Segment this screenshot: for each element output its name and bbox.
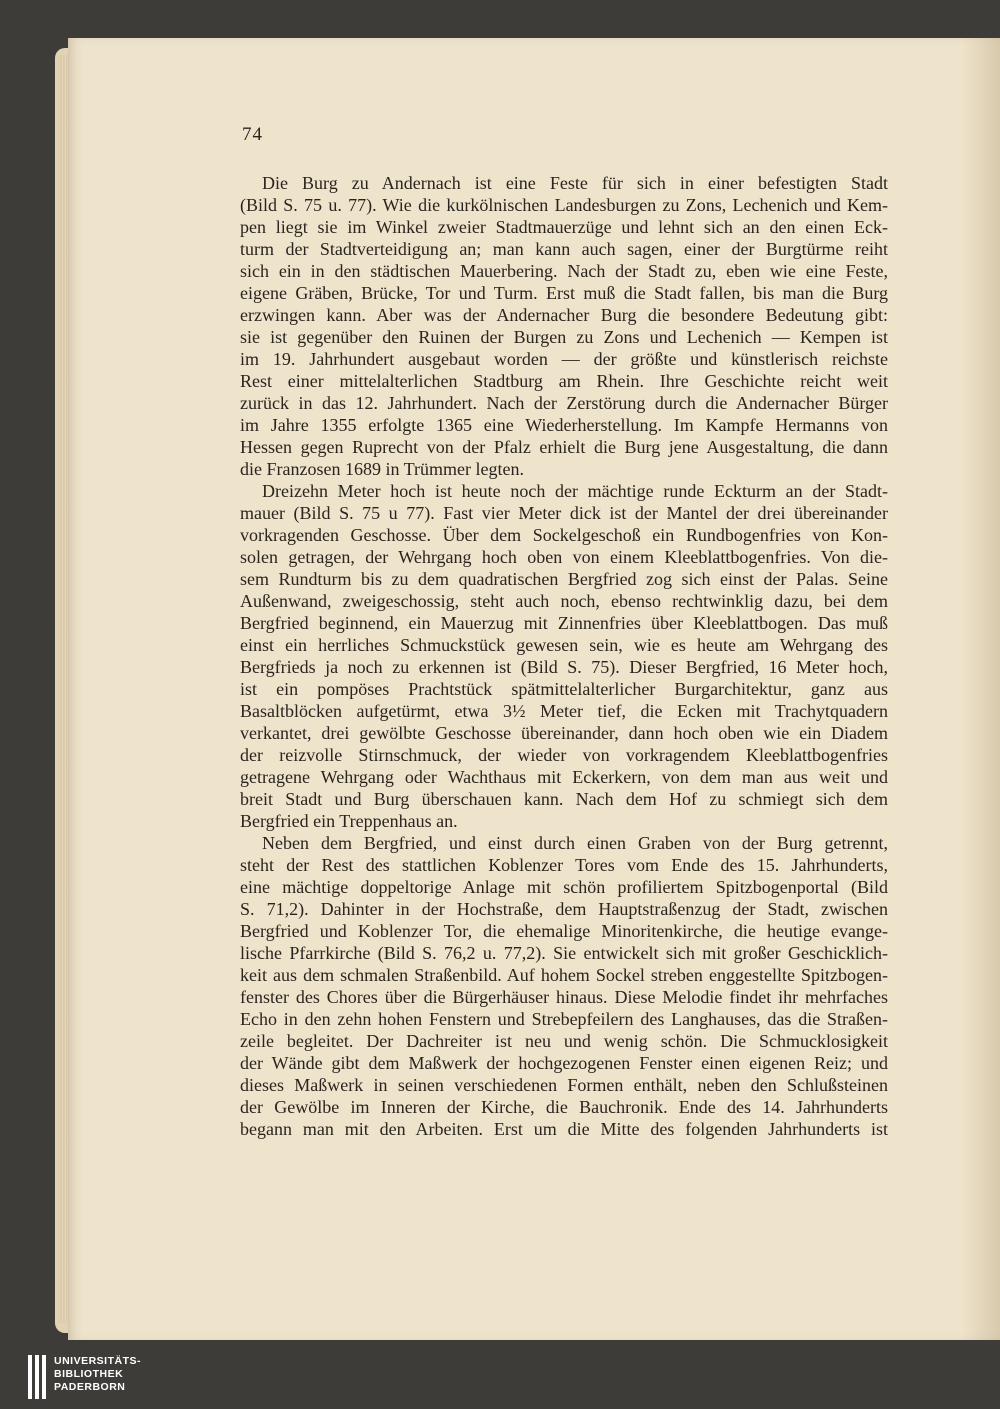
text-line: einst ein herrliches Schmuckstück gewesen sein, wie es heute am Wehrgang des xyxy=(240,635,888,655)
text-line: im 19. Jahrhundert ausgebaut worden — der größte und künstlerisch reichste xyxy=(240,349,888,369)
logo-line-2: BIBLIOTHEK xyxy=(54,1368,124,1380)
text-line: pen liegt sie im Winkel zweier Stadtmauerzüge und lehnt sich an den einen Eck- xyxy=(240,217,888,237)
text-line: der reizvolle Stirnschmuck, der wieder von vorkragendem Kleeblattbogenfries xyxy=(240,745,888,765)
text-line: steht der Rest des stattlichen Koblenzer Tores vom Ende des 15. Jahrhunderts, xyxy=(240,855,888,875)
text-line: zurück in das 12. Jahrhundert. Nach der Zerstörung durch die Andernacher Bürger xyxy=(240,393,888,413)
text-line: breit Stadt und Burg überschauen kann. Nach dem Hof zu schmiegt sich dem xyxy=(240,789,888,809)
text-line: eigene Gräben, Brücke, Tor und Turm. Erst muß die Stadt fallen, bis man die Burg xyxy=(240,283,888,303)
page-number: 74 xyxy=(242,124,263,145)
text-line: begann man mit den Arbeiten. Erst um die Mitte des folgenden Jahrhunderts ist xyxy=(240,1119,888,1139)
text-line: Rest einer mittelalterlichen Stadtburg am Rhein. Ihre Geschichte reicht weit xyxy=(240,371,888,391)
text-line: sich ein in den städtischen Mauerbering. Nach der Stadt zu, eben wie eine Feste, xyxy=(240,261,888,281)
text-line: eine mächtige doppeltorige Anlage mit schön profiliertem Spitzbogenportal (Bild xyxy=(240,877,888,897)
text-line: die Franzosen 1689 in Trümmer legten. xyxy=(240,459,524,479)
text-line: turm der Stadtverteidigung an; man kann auch sagen, einer der Burgtürme reiht xyxy=(240,239,888,259)
text-line: sie ist gegenüber den Ruinen der Burgen zu Zons und Lechenich — Kempen ist xyxy=(240,327,888,347)
text-line: der Gewölbe im Inneren der Kirche, die Bauchronik. Ende des 14. Jahrhunderts xyxy=(240,1097,888,1117)
logo-line-3: PADERBORN xyxy=(54,1381,126,1393)
text-line: Außenwand, zweigeschossig, steht auch noch, ebenso rechtwinklig dazu, bei dem xyxy=(240,591,888,611)
text-line: der Wände gibt dem Maßwerk der hochgezogenen Fenster einen eigenen Reiz; und xyxy=(240,1053,888,1073)
text-line: zeile begleitet. Der Dachreiter ist neu und wenig schön. Die Schmucklosigkeit xyxy=(240,1031,888,1051)
text-line: (Bild S. 75 u. 77). Wie die kurkölnischen Landesburgen zu Zons, Lechenich und Kem- xyxy=(240,195,888,215)
text-line: keit aus dem schmalen Straßenbild. Auf hohem Sockel streben enggestellte Spitzbogen- xyxy=(240,965,888,985)
text-line: Bergfried und Koblenzer Tor, die ehemalige Minoritenkirche, die heutige evange- xyxy=(240,921,888,941)
library-logo xyxy=(28,1355,141,1399)
page-curve-shadow xyxy=(962,38,1000,1340)
text-line: Bergfried ein Treppenhaus an. xyxy=(240,811,458,831)
text-line: erzwingen kann. Aber was der Andernacher Burg die besondere Bedeutung gibt: xyxy=(240,305,888,325)
text-line: vorkragenden Geschosse. Über dem Sockelgeschoß ein Rundbogenfries von Kon- xyxy=(240,525,888,545)
library-logo-bars xyxy=(28,1355,46,1399)
text-line: Echo in den zehn hohen Fenstern und Strebepfeilern des Langhauses, das die Straßen- xyxy=(240,1009,888,1029)
text-line: Neben dem Bergfried, und einst durch einen Graben von der Burg getrennt, xyxy=(262,833,888,853)
text-line: S. 71,2). Dahinter in der Hochstraße, dem Hauptstraßenzug der Stadt, zwischen xyxy=(240,899,888,919)
library-logo-text xyxy=(54,1355,141,1399)
text-line: fenster des Chores über die Bürgerhäuser hinaus. Diese Melodie findet ihr mehrfaches xyxy=(240,987,888,1007)
text-line: Die Burg zu Andernach ist eine Feste für sich in einer befestigten Stadt xyxy=(262,173,888,193)
text-line: Bergfrieds ja noch zu erkennen ist (Bild S. 75). Dieser Bergfried, 16 Meter hoch, xyxy=(240,657,888,677)
text-line: Bergfried beginnend, ein Mauerzug mit Zinnenfries über Kleeblattbogen. Das muß xyxy=(240,613,888,633)
text-line: ist ein pompöses Prachtstück spätmittelalterlicher Burgarchitektur, ganz aus xyxy=(240,679,888,699)
text-line: solen getragen, der Wehrgang hoch oben von einem Kleeblattbogenfries. Von die- xyxy=(240,547,888,567)
text-line: Hessen gegen Ruprecht von der Pfalz erhielt die Burg jene Ausgestaltung, die dann xyxy=(240,437,888,457)
text-line: im Jahre 1355 erfolgte 1365 eine Wiederherstellung. Im Kampfe Hermanns von xyxy=(240,415,888,435)
text-line: verkantet, drei gewölbte Geschosse übereinander, dann hoch oben wie ein Diadem xyxy=(240,723,888,743)
text-line: dieses Maßwerk in seinen verschiedenen Formen enthält, neben den Schlußsteinen xyxy=(240,1075,888,1095)
text-line: Basaltblöcken aufgetürmt, etwa 3½ Meter tief, die Ecken mit Trachytquadern xyxy=(240,701,888,721)
text-line: sem Rundturm bis zu dem quadratischen Bergfried zog sich einst der Palas. Seine xyxy=(240,569,888,589)
logo-line-1: UNIVERSITÄTS- xyxy=(54,1355,142,1367)
text-line: mauer (Bild S. 75 u 77). Fast vier Meter dick ist der Mantel der drei übereinander xyxy=(240,503,888,523)
text-line: lische Pfarrkirche (Bild S. 76,2 u. 77,2). Sie entwickelt sich mit großer Geschicklich- xyxy=(240,943,888,963)
body-text xyxy=(240,172,888,1140)
text-line: getragene Wehrgang oder Wachthaus mit Eckerkern, von dem man aus weit und xyxy=(240,767,888,787)
text-line: Dreizehn Meter hoch ist heute noch der mächtige runde Eckturm an der Stadt- xyxy=(262,481,888,501)
